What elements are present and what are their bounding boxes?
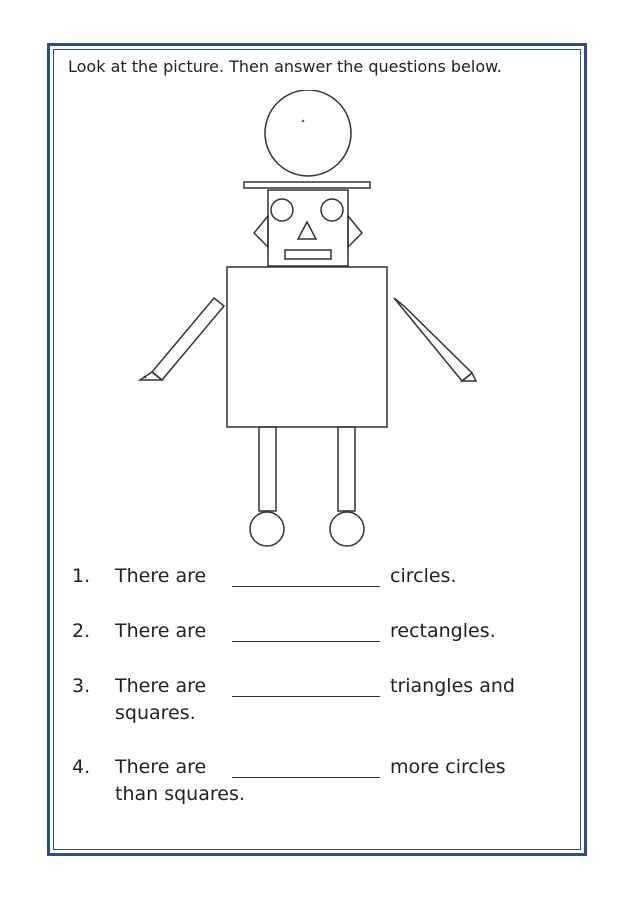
hat-brim-rectangle (244, 182, 370, 188)
answer-blank[interactable] (232, 586, 380, 587)
question-continuation: squares. (115, 702, 196, 724)
question-text: There are (115, 756, 207, 778)
question-number: 2. (72, 620, 91, 642)
question-text: There are (115, 675, 207, 697)
right-foot-circle (330, 512, 364, 546)
right-eye-circle (321, 199, 343, 221)
answer-blank[interactable] (232, 696, 380, 697)
question-text: There are (115, 620, 207, 642)
nose-triangle (298, 222, 316, 239)
face-square (268, 190, 348, 266)
question-text-after: circles. (390, 565, 457, 587)
left-ear-triangle (254, 216, 268, 247)
left-foot-circle (250, 512, 284, 546)
right-ear-triangle (348, 216, 362, 247)
body-square (227, 267, 387, 427)
question-number: 4. (72, 756, 91, 778)
right-leg-rectangle (338, 427, 355, 511)
head-circle (265, 90, 351, 176)
answer-blank[interactable] (232, 777, 380, 778)
question-continuation: than squares. (115, 783, 245, 805)
robot-picture (130, 90, 490, 550)
left-eye-circle (271, 199, 293, 221)
question-text-after: more circles (390, 756, 506, 778)
question-text-after: triangles and (390, 675, 515, 697)
left-leg-rectangle (259, 427, 276, 511)
answer-blank[interactable] (232, 641, 380, 642)
question-text-after: rectangles. (390, 620, 496, 642)
instruction-text: Look at the picture. Then answer the questions below. (68, 57, 502, 76)
right-arm (394, 298, 476, 381)
left-arm (140, 298, 224, 380)
mouth-rectangle (285, 250, 331, 259)
question-text: There are (115, 565, 207, 587)
question-number: 1. (72, 565, 91, 587)
question-number: 3. (72, 675, 91, 697)
